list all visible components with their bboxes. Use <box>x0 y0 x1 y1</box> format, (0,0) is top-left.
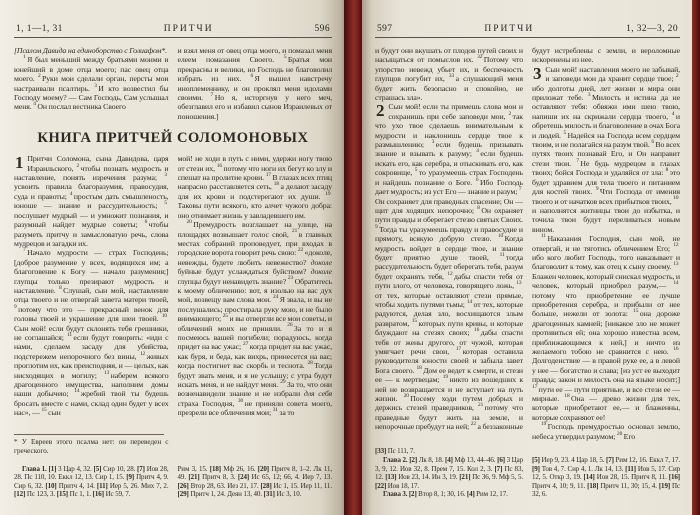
left-column-1-body: 1 Притчи Соломона, сына Давидова, царя Израильского, $^2$ чтобы познать мудрость и наставление, понять изречения разума; $^3$ усвоить правила благоразумия, правосудия, суда и правоты; $^4$ простым дать смышленость, юноше — знание и рассудительность; $^5$ послушает мудрый — и умножит познания, и разумный найдет мудрые советы; $^6$ чтобы разуметь притчу и замысловатую речь, слова мудрецов и загадки их. $^7$ Начало мудрости — страх Господень; [доброе разумение у всех, водящихся им; а благоговение к Богу — начало разумения;] глупцы только презирают мудрость и наставление. $^8$ Слушай, сын мой, наставление отца твоего и не отвергай завета матери твоей, $^9$ потому что это — прекрасный венок для головы твоей и украшение для шеи твоей. $^{10}$ Сын мой! если будут склонять тебя грешники, не соглашайся; $^{11}$ если будут говорить: «иди с нами, сделаем засаду для убийства, подстережем непорочного без вины, $^{12}$ живых проглотим их, как преисподняя, и — целых, как нисходящих в могилу; $^{13}$ наберем всякого драгоценного имущества, наполним домы наши добычею; $^{14}$ жребий твой ты будешь бросать вместе с нами, склад один будет у всех нас», — $^{15}$ сын <box>14 154 169 418</box>
right-page <box>362 0 692 515</box>
cross-references: Рим 3, 15. [18] Мф 26, 16. [20] Притч 8, 1–2. Лк 11, 49. [21] Притч 8, 3. [24] Ис 65, 12; 66, 4. Иер 7, 13. [26] Втор 28, 63. Иез 21, 17. [28] Ис 1, 15. Иер 11, 11. [29] Притч 1, 24. Деян 13, 40. [31] Ис 3, 10. <box>177 464 333 499</box>
right-page-number: 597 <box>377 24 393 34</box>
cross-references: [33] Пс 111, 7. Глава 2. [2] Лк 8, 18. [4] Мф 13, 44–46. [6] 3 Цар 3, 9, 12. Иов 32, 8. Прем 7, 15. Кол 2, 3. [7] Пс 83, 12. [13] Иов 23, 14. Ин 3, 19. [21] Пс 36, 9. Мф 5, 5. [22] Иов 18, 17. Глава 3. [2] Втор 8, 1; 30, 16. [4] Рим 12, 17. <box>375 447 524 499</box>
footnote-text: * У Евреев этого псалма нет: он переведен с греческого. <box>14 438 169 456</box>
right-column-1-body: и будут они вкушать от плодов путей своих и насыщаться от помыслов их. $^{32}$ Потому что упорство невежд убьет их, и беспечность глупцов погубит их, $^{33}$ а слушающий меня будет жить безопасно и спокойно, не страшась зла». 2 Сын мой! если ты примешь слова мои и сохранишь при себе заповеди мои, $^2$ так что ухо твое сделаешь внимательным к мудрости и наклонишь сердце твое к размышлению; $^3$ если будешь призывать знание и взывать к разуму; $^4$ если будешь искать его, как серебра, и отыскивать его, как сокровище, $^5$ то уразумеешь страх Господень и найдешь познание о Боге. $^6$ Ибо Господь дает мудрость; из уст Его — знание и разум; $^7$ Он сохраняет для праведных спасение; Он — щит для ходящих непорочно; $^8$ Он охраняет пути правды и оберегает стезю святых Своих. $^9$ Тогда ты уразумеешь правду и правосудие и прямоту, всякую добрую стезю. $^{10}$ Когда мудрость войдет в сердце твое, и знание будет приятно душе твоей, $^{11}$ тогда рассудительность будет оберегать тебя, разум будет охранять тебя, $^{12}$ дабы спасти тебя от пути злого, от человека, говорящего ложь, $^{13}$ от тех, которые оставляют стези прямые, чтобы ходить путями тьмы; $^{14}$ от тех, которые радуются, делая зло, восхищаются злым развратом, $^{15}$ которых пути кривы, и которые блуждают на стезях своих; $^{16}$ дабы спасти тебя от жены другого, от чужой, которая умягчает речи свои, $^{17}$ которая оставила руководителя юности своей и забыла завет Бога своего. $^{18}$ Дом ее ведет к смерти, и стези ее — к мертвецам; $^{19}$ никто из вошедших к ней не возвращается и не вступает на путь жизни. $^{20}$ Посему ходи путем добрых и держись стезей праведников, $^{21}$ потому что праведные будут жить на земле, и непорочные пребудут на ней; $^{22}$ а беззаконные <box>375 46 523 432</box>
left-intro-column-2: и взял меня от овец отца моего, и помазал меня елеем помазания Своего. $^5$ Братья мои прекрасны и велики, но Господь не благоволил избрать из них. $^6$ Я вышел навстречу иноплеменнику, и он проклял меня идолами своими. $^7$ Но я, исторгнув у него меч, обезглавил его и избавил сынов Израилевых от поношения.] <box>177 46 333 121</box>
right-column-2 <box>532 46 680 499</box>
chapter-number: 2 <box>376 101 385 121</box>
right-page-header <box>375 24 680 34</box>
left-header-rule <box>14 37 332 38</box>
left-page-running-title: ПРИТЧИ <box>163 24 214 34</box>
footnote-rule <box>14 434 164 435</box>
left-intro-column-1: [Псалом Давида на единоборство с Голиафом*. $^1$ Я был меньший между братьями моими и юнейший в доме отца моего; пас овец отца моего. $^2$ Руки мои сделали орган, персты мои настраивали псалтирь. $^3$ И кто возвестил бы Господу моему? — Сам Господь, Сам услышал меня. $^4$ Он послал вестника Своего <box>14 46 169 112</box>
right-column-1-footnotes <box>375 438 523 499</box>
left-column-2-footnotes <box>178 456 333 499</box>
right-column-2-footnotes <box>532 447 680 499</box>
chapter-number: 1 <box>15 154 24 173</box>
book-heading: КНИГА ПРИТЧЕЙ СОЛОМОНОВЫХ <box>37 130 309 147</box>
left-page-verse-range: 1, 1—1, 31 <box>16 24 63 34</box>
right-column-2-body: будут истреблены с земли, и вероломные искоренены из нее. 3 Сын мой! наставления моего не забывай, и заповеди мои да хранит сердце твое; $^2$ ибо долготы дней, лет жизни и мира они приложат тебе. $^3$ Милость и истина да не оставляют тебя: обвяжи ими шею твою, напиши их на скрижали сердца твоего, $^4$ и обретешь милость и благоволение в очах Бога и людей. $^5$ Надейся на Господа всем сердцем твоим, и не полагайся на разум твой. $^6$ Во всех путях твоих познавай Его, и Он направит стези твои. $^7$ Не будь мудрецом в глазах твоих; бойся Господа и удаляйся от зла: $^8$ это будет здравием для тела твоего и питанием для костей твоих. $^9$ Чти Господа от имения твоего и от начатков всех прибытков твоих, $^{10}$ и наполнятся житницы твои до избытка, и точила твои будут переливаться новым вином. $^{11}$ Наказания Господня, сын мой, не отвергай, и не тяготись обличением Его; $^{12}$ ибо кого любит Господь, того наказывает и благоволит к тому, как отец к сыну своему. $^{13}$ Блажен человек, который снискал мудрость, и человек, который приобрел разум,— $^{14}$ потому что приобретение ее лучше приобретения серебра, и прибыли от нее больше, нежели от золота: $^{15}$ она дороже драгоценных камней; [никакое зло не может противиться ей; она хорошо известна всем, приближающимся к ней,] и ничто из желаемого тобою не сравнится с нею. $^{16}$ Долгоденствие — в правой руке ее, а в левой у нее — богатство и слава; [из уст ее выходит правда; закон и милость она на языке носит;] $^{17}$ пути ее — пути приятные, и все стези ее — мирные. $^{18}$ Она — древо жизни для тех, которые приобретают ее,— и блаженны, которые сохраняют ее! $^{19}$ Господь премудростью основал землю, небеса утвердил разумом; $^{20}$ Его <box>532 46 680 441</box>
left-page-header <box>14 24 332 34</box>
left-column-1 <box>14 154 169 499</box>
chapter-number: 3 <box>533 63 542 83</box>
right-page-running-title: ПРИТЧИ <box>484 24 535 34</box>
psalm-151-section <box>14 46 332 121</box>
cross-references: [5] Иер 9, 23. 4 Цар 18, 5. [7] Рим 12, 16. Еккл 7, 17. [9] Тов 4, 7. Сир 4, 1. Лк 14, 13. [11] Иов 5, 17. Сир 12, 5. Откр 3, 19. [14] Иов 28, 15. Притч 8, 11. [16] Притч 4, 10; 9, 11. [18] Притч 11, 30; 15, 4. [19] Пс 32, 6. <box>532 456 680 499</box>
left-page-number: 596 <box>314 24 330 34</box>
book-cover-edge <box>692 0 700 515</box>
right-column-1 <box>375 46 523 499</box>
left-column-1-footnotes <box>14 430 169 499</box>
book-spine <box>344 0 362 515</box>
left-page <box>0 0 344 515</box>
left-main-text <box>14 154 332 499</box>
right-main-text <box>375 46 680 499</box>
cross-references: Глава 1. [1] 3 Цар 4, 32. [5] Сир 10, 28. [7] Иов 28, 28. Пс 110, 10. Еккл 12, 13. Сир 1, 15. [9] Притч 4, 9. Сир 6, 32. [10] Притч 4, 14. [11] Иер 5, 26. Мих 7, 2. [12] Пс 123, 3. [15] Пс 1, 1. [16] Ис 59, 7. <box>14 464 169 499</box>
left-column-2-body: мой! не ходи в путь с ними, удержи ногу твою от стези их, $^{16}$ потому что ноги их бегут ко злу и спешат на пролитие крови. $^{17}$ В глазах всех птиц напрасно расставляется сеть, $^{18}$ а делают засаду для их крови и подстерегают их души. $^{19}$ Таковы пути всякого, кто алчет чужого добра: оно отнимает жизнь у завладевшего им. $^{20}$ Премудрость возглашает на улице, на площадях возвышает голос свой, $^{21}$ в главных местах собраний проповедует, при входах в городские ворота говорит речь свою: $^{22}$ «доколе, невежды, будете любить невежество? доколе буйные будут услаждаться буйством? доколе глупцы будут ненавидеть знание? $^{23}$ Обратитесь к моему обличению: вот, я изолью на вас дух мой, возвещу вам слова мои. $^{24}$ Я звала, и вы не послушались; простирала руку мою, и не было внимающего; $^{25}$ и вы отвергли все мои советы, и обличений моих не приняли. $^{26}$ За то и я посмеюсь вашей погибели; порадуюсь, когда придет на вас ужас; $^{27}$ когда придет на вас ужас, как буря, и беда, как вихрь, принесется на вас; когда постигнет вас скорбь и теснота. $^{28}$ Тогда будут звать меня, и я не услышу; с утра будут искать меня, и не найдут меня. $^{29}$ За то, что они возненавидели знание и не избрали для себя страха Господня, $^{30}$ не приняли совета моего, презрели все обличения мои; $^{31}$ за то <box>177 154 332 418</box>
left-column-2 <box>178 154 333 499</box>
right-header-rule <box>375 37 680 38</box>
right-page-verse-range: 1, 32—3, 20 <box>626 24 678 34</box>
